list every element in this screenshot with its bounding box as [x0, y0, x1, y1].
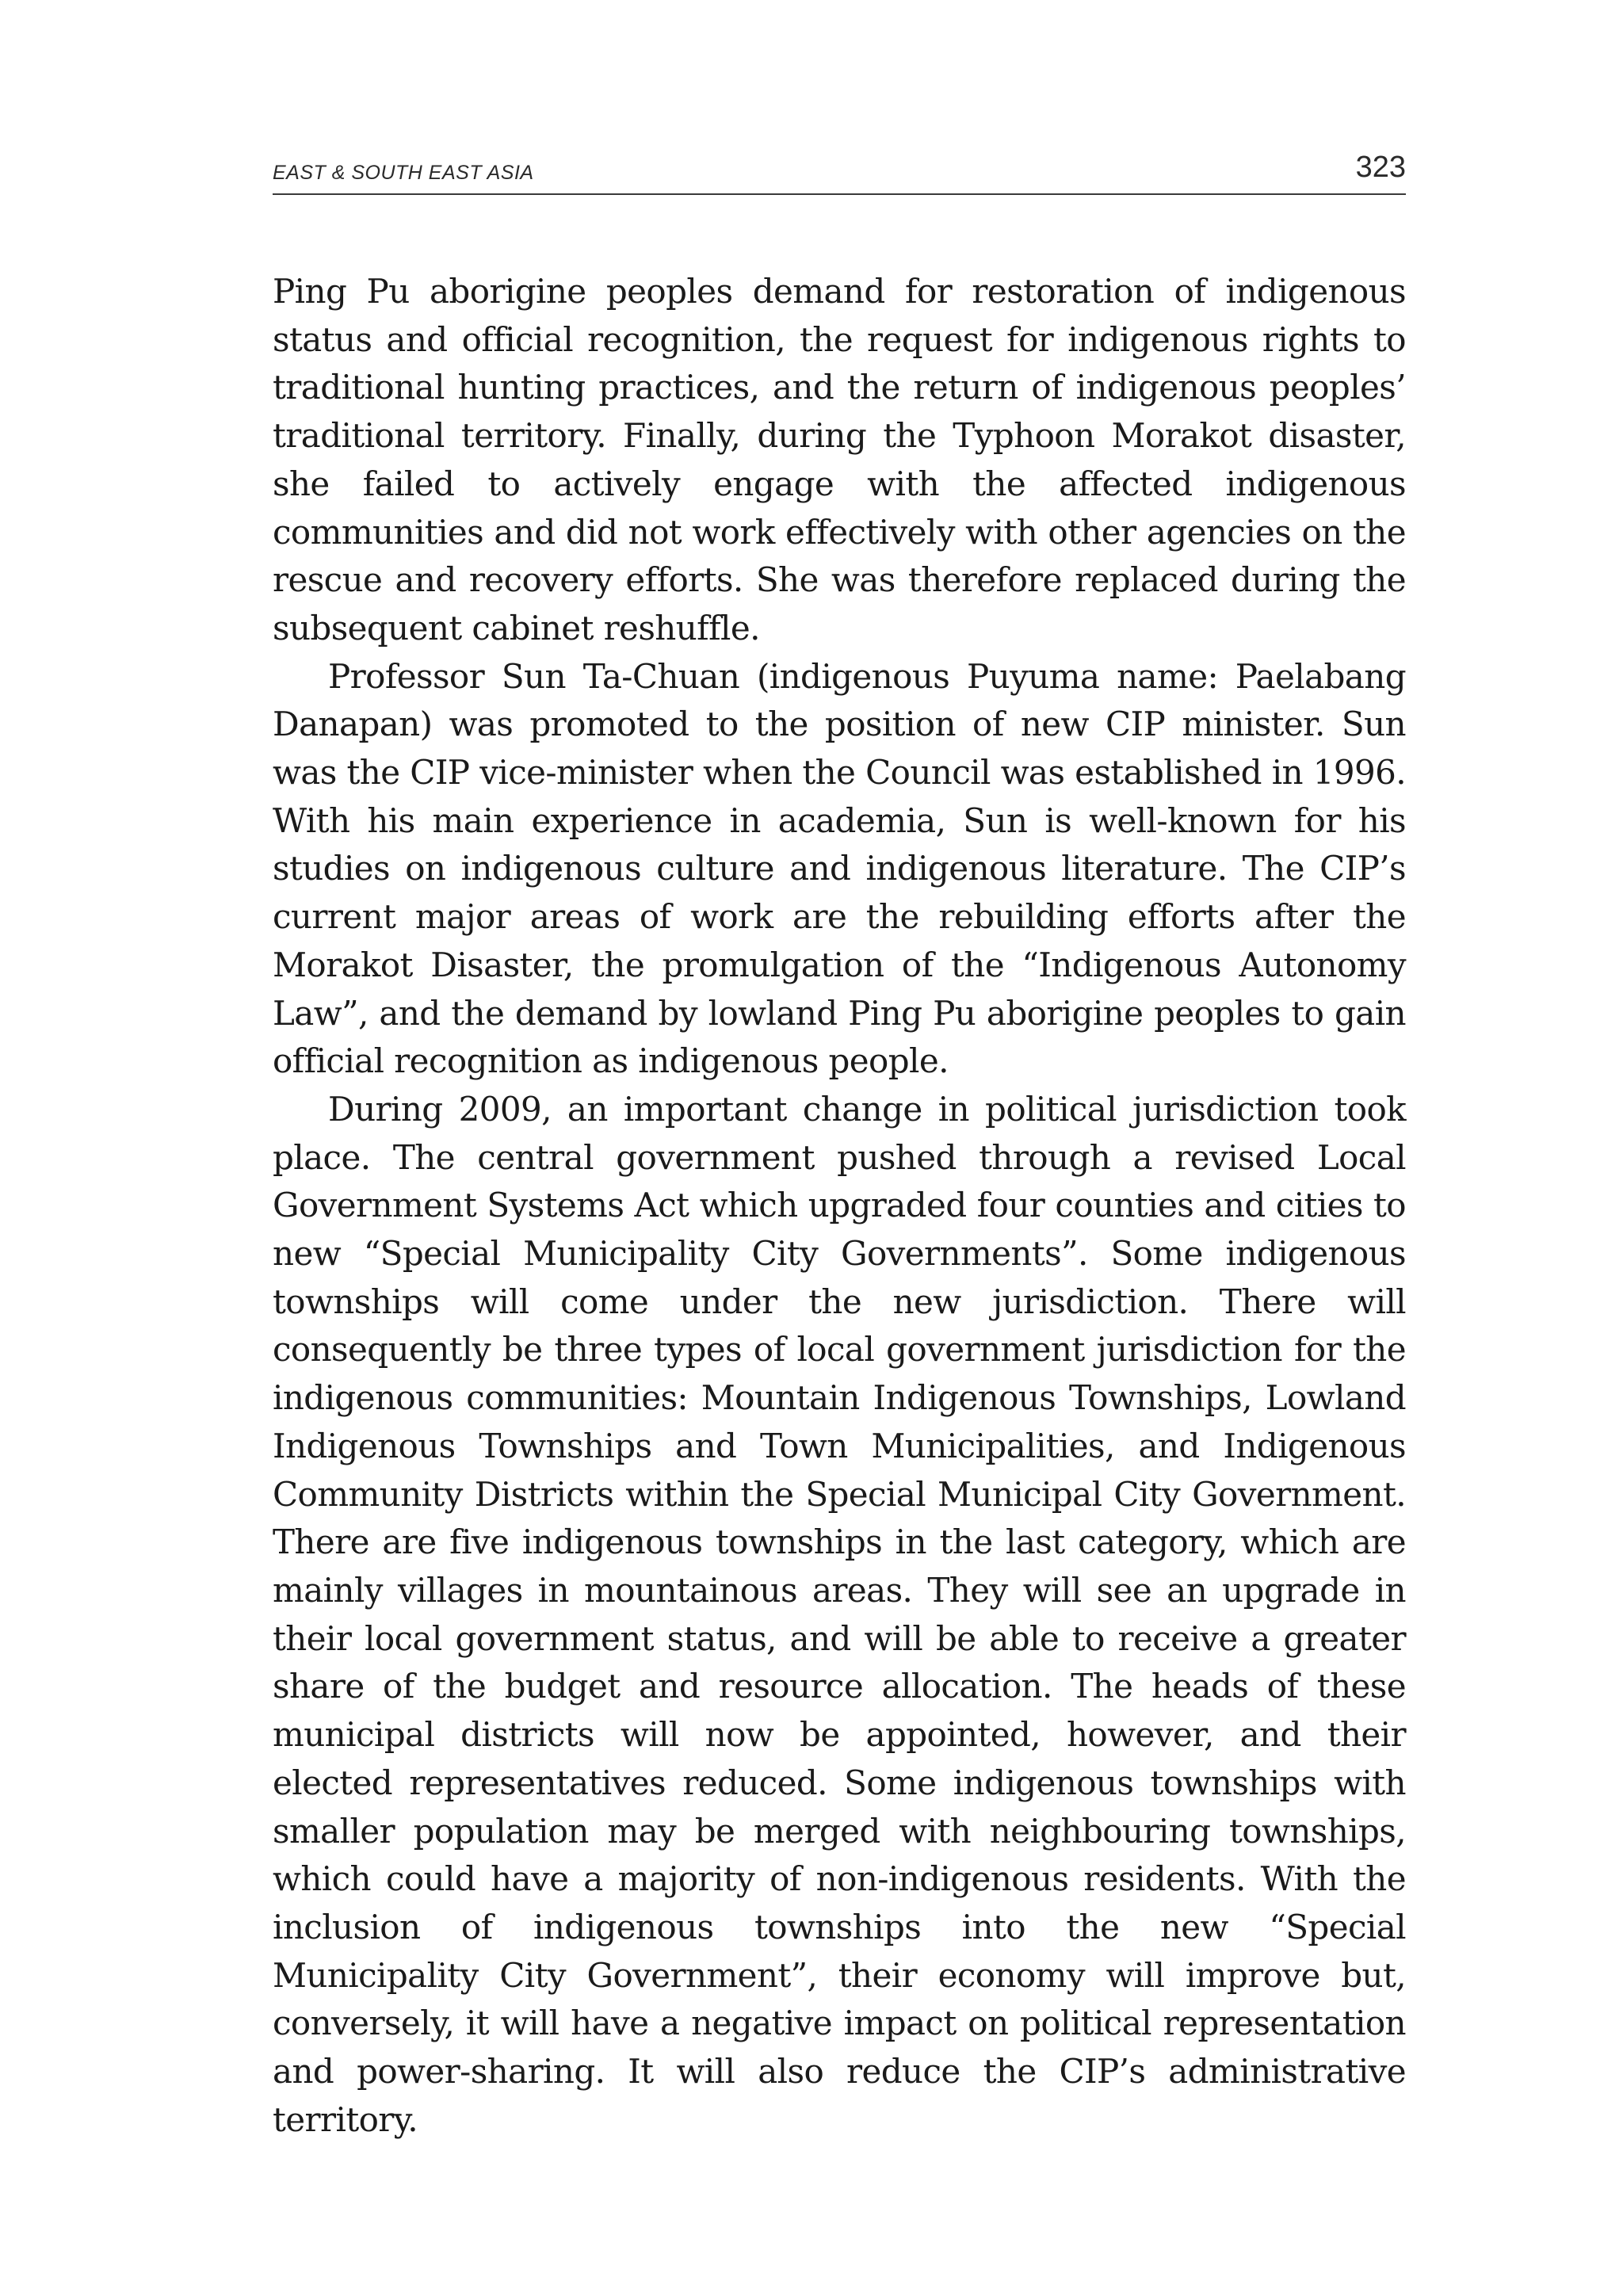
paragraph-jurisdiction-change: During 2009, an important change in political jurisdiction took place. The central government pushed through a revised Local Government Systems Act which upgraded four counties and cities to new “Special Municipality City Governments”. Some indigenous townships will come under the new jurisdiction. There will consequently be three types of local government jurisdiction for the indigenous communities: Mountain Indigenous Townships, Lowland Indigenous Townships and Town Municipalities, and Indigenous Community Districts within the Special Municipal City Government. There are five indigenous townships in the last category, which are mainly villages in mountainous areas. They will see an upgrade in their local government status, and will be able to receive a greater share of the budget and resource allocation. The heads of these municipal districts will now be appointed, however, and their elected representatives reduced. Some indigenous townships with smaller population may be merged with neighbouring townships, which could have a majority of non-indigenous residents. With the inclusion of indigenous townships into the new “Special Municipality City Government”, their economy will improve but, conversely, it will have a negative impact on political representation and power-sharing. It will also reduce the CIP’s administrative territory. — [273, 1089, 1406, 2139]
paragraph-cip-minister: Professor Sun Ta-Chuan (indigenous Puyuma name: Paelabang Danapan) was promoted to the position of new CIP minister. Sun was the CIP vice-minister when the Council was established in 1996. With his main experience in academia, Sun is well-known for his studies on indigenous culture and indigenous literature. The CIP’s current major areas of work are the rebuilding efforts after the Morakot Disaster, the promulgation of the “Indigenous Autonomy Law”, and the demand by lowland Ping Pu aborigine peoples to gain official recognition as indigenous people. — [273, 656, 1406, 1081]
running-header — [273, 151, 1406, 195]
paragraph-continued: Ping Pu aborigine peoples demand for restoration of indigenous status and official recognition, the request for indigenous rights to traditional hunting practices, and the return of indigenous peoples’ traditional territory. Finally, during the Typhoon Morakot disaster, she failed to actively engage with the affected indigenous communities and did not work effectively with other agencies on the rescue and recovery efforts. She was therefore replaced during the subsequent cabinet reshuffle. — [273, 272, 1406, 648]
page-number: 323 — [1355, 151, 1406, 184]
section-title: EAST & SOUTH EAST ASIA — [273, 162, 534, 184]
body-text — [273, 268, 1406, 2144]
